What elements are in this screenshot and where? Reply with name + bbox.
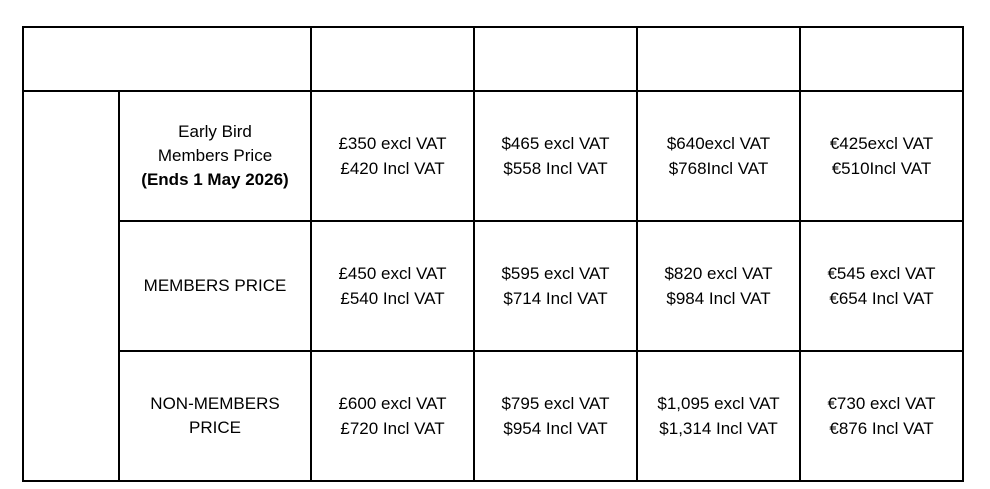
tier-line-1: Early Bird: [178, 121, 252, 141]
tier-name-early-bird: [119, 91, 311, 221]
price-early-bird-euro: [800, 91, 963, 221]
price-non-members-usd: [474, 351, 637, 481]
ticket-prices-label: [23, 91, 119, 481]
price-excl-vat: $820 excl VAT: [664, 263, 773, 283]
price-incl-vat: €510Incl VAT: [831, 159, 932, 178]
tier-line-2: Members Price: [157, 145, 273, 165]
price-excl-vat: £600 excl VAT: [338, 393, 447, 413]
price-non-members-cad: [637, 351, 800, 481]
price-incl-vat: $558 Incl VAT: [503, 159, 608, 178]
price-incl-vat: €876 Incl VAT: [829, 419, 934, 438]
header-currency-gbp: GBP: [311, 27, 474, 91]
price-incl-vat: £540 Incl VAT: [340, 289, 445, 308]
price-excl-vat: $465 excl VAT: [501, 133, 610, 153]
price-members-euro: [800, 221, 963, 351]
price-members-gbp: [311, 221, 474, 351]
ticket-prices-label-line2: Prices: [43, 287, 99, 307]
price-early-bird-usd: [474, 91, 637, 221]
header-currency-euro: EURO: [800, 27, 963, 91]
header-row: [23, 27, 963, 91]
price-incl-vat: $1,314 Incl VAT: [659, 419, 778, 438]
price-excl-vat: €425excl VAT: [829, 133, 934, 153]
price-excl-vat: $640excl VAT: [666, 133, 771, 153]
ticket-prices-label-line1: Ticket: [45, 263, 97, 284]
price-excl-vat: $1,095 excl VAT: [657, 393, 780, 413]
price-excl-vat: £350 excl VAT: [338, 133, 447, 153]
header-blank-cell: [23, 27, 311, 91]
ticket-prices-table: [22, 26, 964, 482]
price-excl-vat: €545 excl VAT: [827, 263, 936, 283]
table-body: [23, 91, 963, 481]
table-row: [23, 351, 963, 481]
tier-line-bold: (Ends 1 May 2026): [141, 170, 289, 190]
tier-line-1: MEMBERS PRICE: [143, 275, 287, 295]
tier-name-members: [119, 221, 311, 351]
price-incl-vat: $714 Incl VAT: [503, 289, 608, 308]
price-incl-vat: €654 Incl VAT: [829, 289, 934, 308]
price-incl-vat: $768Incl VAT: [668, 159, 769, 178]
price-incl-vat: $984 Incl VAT: [666, 289, 771, 308]
price-early-bird-gbp: [311, 91, 474, 221]
table-row: [23, 221, 963, 351]
tier-line-1: NON-MEMBERS: [150, 393, 280, 413]
price-members-usd: [474, 221, 637, 351]
price-early-bird-cad: [637, 91, 800, 221]
table-row: [23, 91, 963, 221]
header-currency-cad: CAD: [637, 27, 800, 91]
price-excl-vat: €730 excl VAT: [827, 393, 936, 413]
header-currency-usd: USD: [474, 27, 637, 91]
price-non-members-euro: [800, 351, 963, 481]
tier-line-2: PRICE: [189, 418, 241, 437]
tier-name-non-members: [119, 351, 311, 481]
price-excl-vat: £450 excl VAT: [338, 263, 447, 283]
price-non-members-gbp: [311, 351, 474, 481]
price-incl-vat: £420 Incl VAT: [340, 159, 445, 178]
price-members-cad: [637, 221, 800, 351]
price-incl-vat: £720 Incl VAT: [340, 419, 445, 438]
price-excl-vat: $795 excl VAT: [501, 393, 610, 413]
price-excl-vat: $595 excl VAT: [501, 263, 610, 283]
price-incl-vat: $954 Incl VAT: [503, 419, 608, 438]
table-header: [23, 27, 963, 91]
